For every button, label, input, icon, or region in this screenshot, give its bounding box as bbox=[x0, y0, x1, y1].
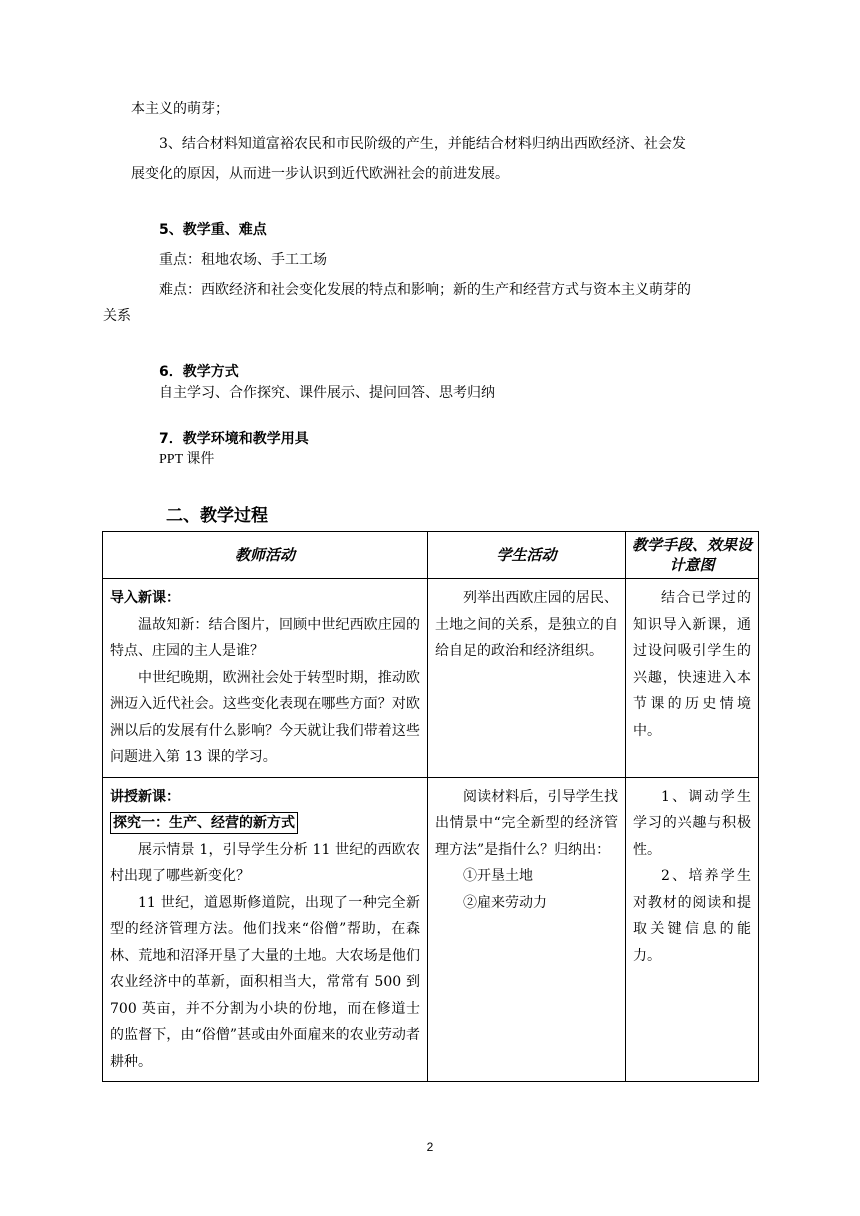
section-7-title: 7．教学环境和教学用具 bbox=[159, 431, 309, 447]
header-teacher: 教师活动 bbox=[103, 532, 428, 579]
student-text: 列举出西欧庄园的居民、土地之间的关系，是独立的自给自足的政治和经济组织。 bbox=[435, 590, 618, 659]
student-cell bbox=[428, 777, 626, 1082]
row-title: 导入新课： bbox=[110, 590, 180, 606]
difficult-points: 难点：西欧经济和社会变化发展的特点和影响；新的生产和经营方式与资本主义萌芽的 bbox=[159, 282, 691, 298]
table-row bbox=[103, 777, 759, 1082]
objective-line: 本主义的萌芽； bbox=[131, 101, 229, 117]
student-list-item: ①开垦土地 bbox=[463, 868, 533, 884]
student-list-item: ②雇来劳动力 bbox=[463, 894, 547, 911]
section-7-content: PPT 课件 bbox=[159, 452, 215, 467]
teacher-cell bbox=[103, 579, 428, 778]
design-cell bbox=[626, 579, 759, 778]
section-6-content: 自主学习、合作探究、课件展示、提问回答、思考归纳 bbox=[159, 385, 495, 401]
section-5-title: 5、教学重、难点 bbox=[159, 222, 267, 238]
header-design: 教学手段、效果设计意图 bbox=[626, 532, 759, 579]
difficult-points-cont: 关系 bbox=[103, 308, 131, 324]
teacher-cell bbox=[103, 777, 428, 1082]
design-text: 2、培养学生对教材的阅读和提取关键信息的能力。 bbox=[633, 868, 751, 964]
student-text: 阅读材料后，引导学生找出情景中“完全新型的经济管理方法”是指什么？归纳出： bbox=[435, 788, 618, 858]
header-student: 学生活动 bbox=[428, 532, 626, 579]
teacher-text: 中世纪晚期，欧洲社会处于转型时期，推动欧洲迈入近代社会。这些变化表现在哪些方面？对欧洲以后的发展有什么影响？今天就让我们带着这些问题进入第 13 课的学习。 bbox=[110, 669, 420, 765]
explore-heading: 探究一：生产、经营的新方式 bbox=[110, 812, 298, 834]
design-cell bbox=[626, 777, 759, 1082]
design-text: 结合已学过的知识导入新课，通过设问吸引学生的兴趣，快速进入本节课的历史情境中。 bbox=[633, 590, 751, 739]
teacher-text: 展示情景 1，引导学生分析 11 世纪的西欧农村出现了哪些新变化？ bbox=[110, 841, 420, 884]
row-title: 讲授新课： bbox=[110, 788, 180, 805]
table-row bbox=[103, 579, 759, 778]
teaching-process-table bbox=[102, 531, 759, 1082]
key-points: 重点：租地农场、手工工场 bbox=[159, 252, 327, 268]
teacher-text: 温故知新：结合图片，回顾中世纪西欧庄园的特点、庄园的主人是谁？ bbox=[110, 616, 420, 659]
teacher-text: 11 世纪，道恩斯修道院，出现了一种完全新型的经济管理方法。他们找来“俗僧”帮助，在森林、荒地和沼泽开垦了大量的土地。大农场是他们农业经济中的革新，面积相当大，常常有 500 到 700 英亩，并不分割为小块的份地，而在修道士的监督下，由“俗僧”甚或由外面雇来的农业劳动者耕种。 bbox=[110, 894, 420, 1070]
student-cell bbox=[428, 579, 626, 778]
part-2-title: 二、教学过程 bbox=[166, 506, 268, 526]
design-text: 1、调动学生学习的兴趣与积极性。 bbox=[633, 788, 751, 858]
objective-line: 展变化的原因，从而进一步认识到近代欧洲社会的前进发展。 bbox=[131, 166, 509, 182]
section-6-title: 6．教学方式 bbox=[159, 364, 239, 380]
table-header-row bbox=[103, 532, 759, 579]
page-number: 2 bbox=[426, 1140, 434, 1154]
objective-line: 3、结合材料知道富裕农民和市民阶级的产生，并能结合材料归纳出西欧经济、社会发 bbox=[159, 136, 686, 152]
